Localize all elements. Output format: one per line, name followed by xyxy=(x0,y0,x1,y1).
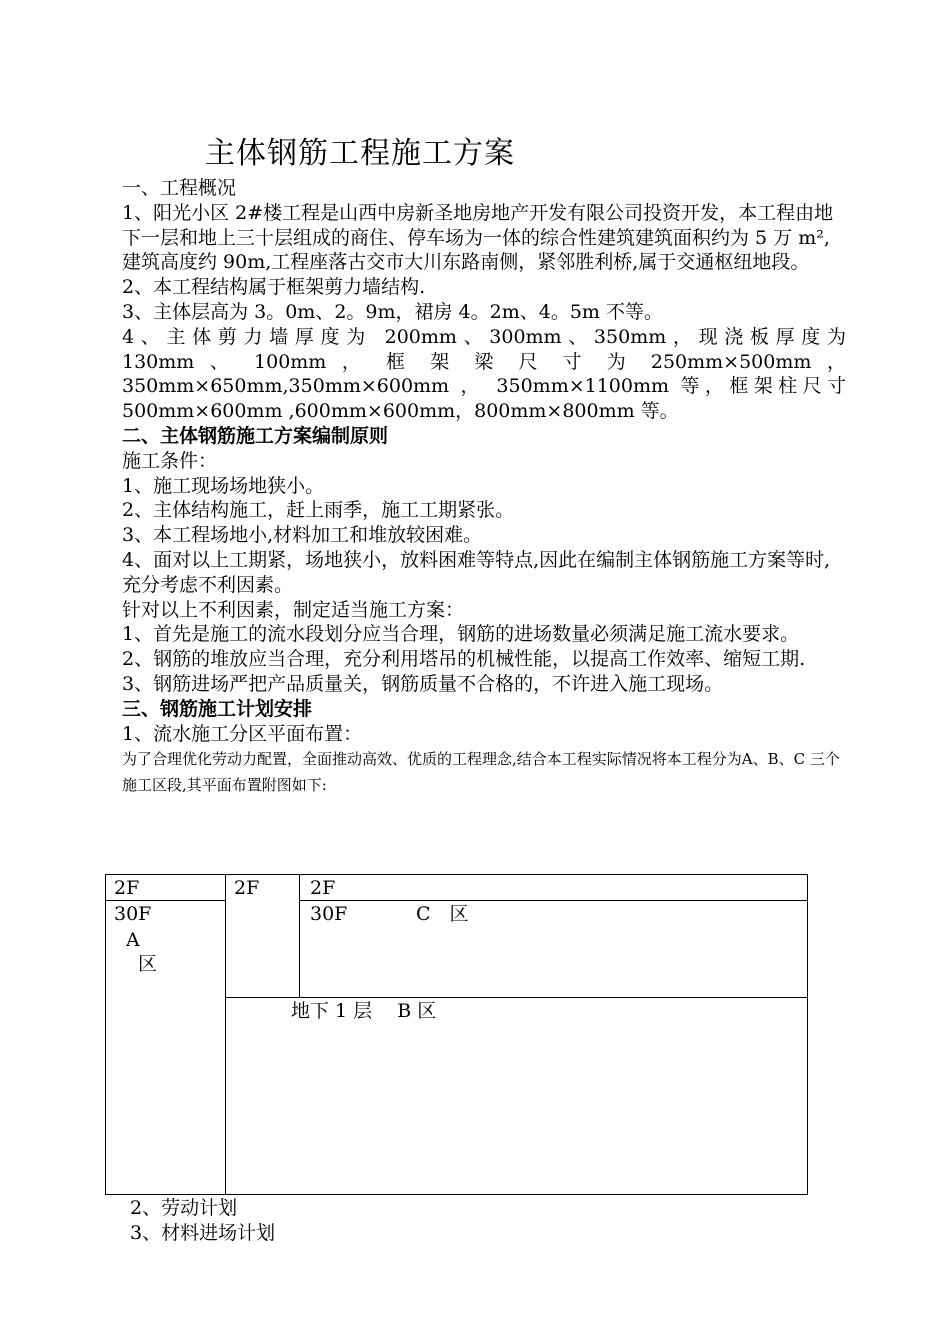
document-body xyxy=(122,176,846,798)
section-3-heading: 三、钢筋施工计划安排 xyxy=(122,697,313,720)
overview-paragraph-4-line-3: 350mm×650mm,350mm×600mm ， 350mm×1100mm 等，框架柱尺寸 xyxy=(122,375,846,398)
conditions-label: 施工条件： xyxy=(122,449,218,472)
zone-a-zone-label: 区 xyxy=(138,953,158,975)
zone-b-label: 地下 1 层 B 区 xyxy=(291,1000,437,1022)
zone-a-top-label: 2F xyxy=(114,877,140,899)
condition-4: 4、面对以上工期紧，场地狭小，放料困难等特点,因此在编制主体钢筋施工方案等时,充分考虑不利因素。 xyxy=(122,548,831,596)
section-1-heading: 一、工程概况 xyxy=(122,177,237,199)
zone-b-top-line xyxy=(225,997,807,998)
material-plan-item: 3、材料进场计划 xyxy=(130,1222,276,1244)
condition-3: 3、本工程场地小,材料加工和堆放较困难。 xyxy=(122,524,483,547)
zone-layout-diagram xyxy=(105,874,808,1195)
zone-c-top-label: 2F xyxy=(310,877,336,899)
overview-paragraph-1: 1、阳光小区 2#楼工程是山西中房新圣地房地产开发有限公司投资开发，本工程由地下一层和地上三十层组成的商住、停车场为一体的综合性建筑建筑面积约为 5 万 m²,建筑高度约 90m,工程座落古交市大川东路南侧，紧邻胜利桥,属于交通枢纽地段。 xyxy=(122,201,834,274)
zone-a-letter: A xyxy=(126,929,140,951)
measure-2: 2、钢筋的堆放应当合理，充分利用塔吊的机械性能，以提高工作效率、缩短工期. xyxy=(122,648,806,671)
measures-label: 针对以上不利因素，制定适当施工方案： xyxy=(122,598,465,621)
section-2-heading: 二、主体钢筋施工方案编制原则 xyxy=(122,424,389,447)
overview-paragraph-4-line-2: 130mm 、 100mm ， 框 架 梁 尺 寸 为 250mm×500mm ， xyxy=(122,350,846,373)
zone-a-floors-label: 30F xyxy=(114,903,152,925)
condition-2: 2、主体结构施工，赶上雨季，施工工期紧张。 xyxy=(122,499,515,522)
middle-top-label: 2F xyxy=(234,877,260,899)
plan-list xyxy=(130,1196,275,1246)
labor-plan-item: 2、劳动计划 xyxy=(130,1197,238,1219)
overview-paragraph-4-line-1: 4、主体剪力墙厚度为 200mm、300mm、350mm，现浇板厚度为 xyxy=(122,325,846,348)
overview-paragraph-2: 2、本工程结构属于框架剪力墙结构. xyxy=(122,276,426,299)
zone-c-label: C 区 xyxy=(416,903,469,925)
measure-3: 3、钢筋进场严把产品质量关，钢筋质量不合格的，不许进入施工现场。 xyxy=(122,672,724,695)
layout-subheading: 1、流水施工分区平面布置： xyxy=(122,722,363,745)
document-title: 主体钢筋工程施工方案 xyxy=(205,136,515,171)
overview-paragraph-4-line-4: 500mm×600mm ,600mm×600mm，800mm×800mm 等。 xyxy=(122,400,679,423)
zone-a-divider xyxy=(225,875,226,1195)
zone-a-header-line xyxy=(106,900,226,901)
measure-1: 1、首先是施工的流水段划分应当合理，钢筋的进场数量必须满足施工流水要求。 xyxy=(122,623,800,646)
condition-1: 1、施工现场场地狭小。 xyxy=(122,474,325,497)
layout-note: 为了合理优化劳动力配置，全面推动高效、优质的工程理念,结合本工程实际情况将本工程分为A、B、C 三个施工区段,其平面布置附图如下: xyxy=(122,750,840,795)
overview-paragraph-3: 3、主体层高为 3。0m、2。9m，裙房 4。2m、4。5m 不等。 xyxy=(122,300,663,323)
zone-c-divider xyxy=(299,875,300,998)
zone-c-header-line xyxy=(299,900,807,901)
zone-c-floors-label: 30F xyxy=(310,903,348,925)
